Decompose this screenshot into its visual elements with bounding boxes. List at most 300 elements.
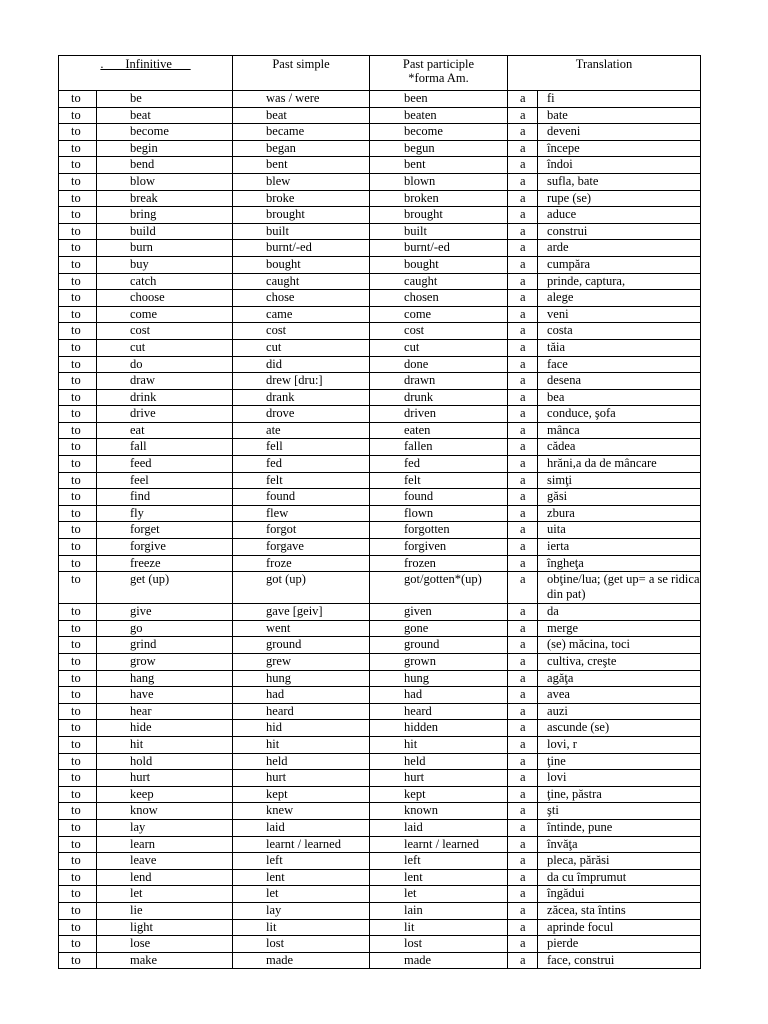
past-simple-header: Past simple <box>233 56 370 91</box>
a-cell: a <box>508 786 538 803</box>
translation-cell: cultiva, creşte <box>538 654 701 671</box>
a-cell: a <box>508 936 538 953</box>
translation-cell: costa <box>538 323 701 340</box>
table-row <box>59 439 701 456</box>
to-cell: to <box>59 339 97 356</box>
infinitive-cell: cut <box>97 339 233 356</box>
infinitive-cell: choose <box>97 290 233 307</box>
past-participle-header <box>370 56 508 91</box>
past-participle-cell: built <box>370 223 508 240</box>
table-row <box>59 422 701 439</box>
past-participle-cell: blown <box>370 173 508 190</box>
table-row <box>59 604 701 621</box>
infinitive-cell: forget <box>97 522 233 539</box>
table-row <box>59 555 701 572</box>
infinitive-cell: fall <box>97 439 233 456</box>
past-simple-cell: cost <box>233 323 370 340</box>
a-cell: a <box>508 356 538 373</box>
infinitive-cell: forgive <box>97 539 233 556</box>
past-participle-cell: lost <box>370 936 508 953</box>
infinitive-cell: drink <box>97 389 233 406</box>
infinitive-cell: begin <box>97 140 233 157</box>
past-participle-cell: beaten <box>370 107 508 124</box>
translation-cell: face, construi <box>538 952 701 969</box>
translation-cell: agăţa <box>538 670 701 687</box>
past-simple-cell: fell <box>233 439 370 456</box>
infinitive-cell: get (up) <box>97 572 233 604</box>
past-participle-cell: let <box>370 886 508 903</box>
infinitive-cell: find <box>97 489 233 506</box>
infinitive-cell: bring <box>97 207 233 224</box>
to-cell: to <box>59 720 97 737</box>
past-participle-cell: known <box>370 803 508 820</box>
a-cell: a <box>508 620 538 637</box>
a-cell: a <box>508 836 538 853</box>
table-row <box>59 869 701 886</box>
translation-cell: deveni <box>538 124 701 141</box>
past-participle-cell: hurt <box>370 770 508 787</box>
a-cell: a <box>508 223 538 240</box>
past-participle-cell: held <box>370 753 508 770</box>
past-simple-cell: cut <box>233 339 370 356</box>
table-row <box>59 637 701 654</box>
to-cell: to <box>59 190 97 207</box>
a-cell: a <box>508 952 538 969</box>
infinitive-cell: lend <box>97 869 233 886</box>
translation-cell: zbura <box>538 505 701 522</box>
to-cell: to <box>59 902 97 919</box>
past-simple-cell: hung <box>233 670 370 687</box>
infinitive-cell: eat <box>97 422 233 439</box>
past-participle-cell: drawn <box>370 373 508 390</box>
translation-cell: ţine, păstra <box>538 786 701 803</box>
past-simple-cell: began <box>233 140 370 157</box>
past-simple-cell: blew <box>233 173 370 190</box>
table-row <box>59 190 701 207</box>
a-cell: a <box>508 555 538 572</box>
table-row <box>59 936 701 953</box>
past-participle-cell: given <box>370 604 508 621</box>
to-cell: to <box>59 173 97 190</box>
table-row <box>59 306 701 323</box>
irregular-verbs-table <box>58 55 701 969</box>
translation-cell: aduce <box>538 207 701 224</box>
a-cell: a <box>508 869 538 886</box>
table-row <box>59 703 701 720</box>
translation-cell: găsi <box>538 489 701 506</box>
past-simple-cell: heard <box>233 703 370 720</box>
a-cell: a <box>508 522 538 539</box>
to-cell: to <box>59 472 97 489</box>
a-cell: a <box>508 803 538 820</box>
to-cell: to <box>59 919 97 936</box>
to-cell: to <box>59 140 97 157</box>
past-participle-cell: forgotten <box>370 522 508 539</box>
a-cell: a <box>508 107 538 124</box>
to-cell: to <box>59 373 97 390</box>
to-cell: to <box>59 853 97 870</box>
translation-cell: obţine/lua; (get up= a se ridica din pat) <box>538 572 701 604</box>
to-cell: to <box>59 439 97 456</box>
a-cell: a <box>508 539 538 556</box>
translation-cell: lovi <box>538 770 701 787</box>
past-participle-cell: left <box>370 853 508 870</box>
to-cell: to <box>59 306 97 323</box>
a-cell: a <box>508 273 538 290</box>
infinitive-cell: come <box>97 306 233 323</box>
table-row <box>59 472 701 489</box>
translation-cell: pleca, părăsi <box>538 853 701 870</box>
translation-cell: desena <box>538 373 701 390</box>
translation-cell: tăia <box>538 339 701 356</box>
to-cell: to <box>59 539 97 556</box>
to-cell: to <box>59 207 97 224</box>
translation-cell: sufla, bate <box>538 173 701 190</box>
past-simple-cell: held <box>233 753 370 770</box>
past-simple-cell: grew <box>233 654 370 671</box>
table-row <box>59 489 701 506</box>
infinitive-cell: light <box>97 919 233 936</box>
infinitive-cell: hit <box>97 736 233 753</box>
to-cell: to <box>59 406 97 423</box>
a-cell: a <box>508 720 538 737</box>
translation-cell: mânca <box>538 422 701 439</box>
past-simple-cell: had <box>233 687 370 704</box>
table-row <box>59 240 701 257</box>
a-cell: a <box>508 306 538 323</box>
a-cell: a <box>508 157 538 174</box>
past-participle-cell: gone <box>370 620 508 637</box>
to-cell: to <box>59 687 97 704</box>
to-cell: to <box>59 107 97 124</box>
a-cell: a <box>508 439 538 456</box>
to-cell: to <box>59 670 97 687</box>
to-cell: to <box>59 770 97 787</box>
infinitive-cell: lay <box>97 819 233 836</box>
to-cell: to <box>59 522 97 539</box>
past-participle-cell: made <box>370 952 508 969</box>
to-cell: to <box>59 290 97 307</box>
infinitive-cell: be <box>97 91 233 108</box>
table-row <box>59 819 701 836</box>
table-row <box>59 140 701 157</box>
to-cell: to <box>59 703 97 720</box>
infinitive-cell: go <box>97 620 233 637</box>
past-participle-cell: been <box>370 91 508 108</box>
infinitive-cell: grow <box>97 654 233 671</box>
table-row <box>59 273 701 290</box>
past-simple-cell: broke <box>233 190 370 207</box>
a-cell: a <box>508 736 538 753</box>
table-row <box>59 853 701 870</box>
table-row <box>59 323 701 340</box>
past-simple-cell: ate <box>233 422 370 439</box>
past-simple-cell: hit <box>233 736 370 753</box>
to-cell: to <box>59 91 97 108</box>
past-participle-cell: drunk <box>370 389 508 406</box>
past-simple-cell: fed <box>233 456 370 473</box>
table-row <box>59 753 701 770</box>
infinitive-cell: leave <box>97 853 233 870</box>
translation-cell: (se) măcina, toci <box>538 637 701 654</box>
table-row <box>59 389 701 406</box>
a-cell: a <box>508 919 538 936</box>
to-cell: to <box>59 620 97 637</box>
a-cell: a <box>508 902 538 919</box>
past-simple-cell: beat <box>233 107 370 124</box>
infinitive-cell: lose <box>97 936 233 953</box>
translation-cell: aprinde focul <box>538 919 701 936</box>
past-participle-cell: had <box>370 687 508 704</box>
past-simple-cell: ground <box>233 637 370 654</box>
table-row <box>59 173 701 190</box>
past-simple-cell: brought <box>233 207 370 224</box>
infinitive-cell: burn <box>97 240 233 257</box>
infinitive-cell: bend <box>97 157 233 174</box>
to-cell: to <box>59 936 97 953</box>
past-simple-cell: caught <box>233 273 370 290</box>
translation-header: Translation <box>508 56 701 91</box>
past-participle-cell: done <box>370 356 508 373</box>
past-participle-cell: lit <box>370 919 508 936</box>
infinitive-cell: hang <box>97 670 233 687</box>
table-row <box>59 620 701 637</box>
infinitive-cell: lie <box>97 902 233 919</box>
past-participle-cell: heard <box>370 703 508 720</box>
translation-cell: face <box>538 356 701 373</box>
table-row <box>59 223 701 240</box>
to-cell: to <box>59 654 97 671</box>
past-simple-cell: forgot <box>233 522 370 539</box>
translation-cell: fi <box>538 91 701 108</box>
table-row <box>59 736 701 753</box>
table-row <box>59 406 701 423</box>
to-cell: to <box>59 886 97 903</box>
to-cell: to <box>59 555 97 572</box>
a-cell: a <box>508 489 538 506</box>
a-cell: a <box>508 256 538 273</box>
infinitive-cell: make <box>97 952 233 969</box>
table-row <box>59 539 701 556</box>
translation-cell: cumpăra <box>538 256 701 273</box>
a-cell: a <box>508 373 538 390</box>
to-cell: to <box>59 389 97 406</box>
a-cell: a <box>508 91 538 108</box>
a-cell: a <box>508 770 538 787</box>
to-cell: to <box>59 736 97 753</box>
a-cell: a <box>508 173 538 190</box>
past-participle-cell: hung <box>370 670 508 687</box>
past-participle-note: *forma Am. <box>408 71 469 85</box>
past-simple-cell: came <box>233 306 370 323</box>
verb-rows <box>59 91 701 969</box>
infinitive-cell: cost <box>97 323 233 340</box>
table-row <box>59 654 701 671</box>
infinitive-cell: hold <box>97 753 233 770</box>
a-cell: a <box>508 472 538 489</box>
past-simple-cell: forgave <box>233 539 370 556</box>
to-cell: to <box>59 223 97 240</box>
past-simple-cell: let <box>233 886 370 903</box>
to-cell: to <box>59 256 97 273</box>
a-cell: a <box>508 240 538 257</box>
translation-cell: bate <box>538 107 701 124</box>
table-row <box>59 720 701 737</box>
past-participle-cell: found <box>370 489 508 506</box>
to-cell: to <box>59 803 97 820</box>
past-simple-cell: bought <box>233 256 370 273</box>
past-simple-cell: made <box>233 952 370 969</box>
a-cell: a <box>508 207 538 224</box>
to-cell: to <box>59 157 97 174</box>
translation-cell: uita <box>538 522 701 539</box>
past-participle-cell: caught <box>370 273 508 290</box>
table-row <box>59 886 701 903</box>
past-simple-cell: went <box>233 620 370 637</box>
infinitive-cell: grind <box>97 637 233 654</box>
infinitive-cell: buy <box>97 256 233 273</box>
infinitive-cell: blow <box>97 173 233 190</box>
a-cell: a <box>508 654 538 671</box>
table-row <box>59 803 701 820</box>
infinitive-cell: break <box>97 190 233 207</box>
table-row <box>59 107 701 124</box>
past-simple-cell: did <box>233 356 370 373</box>
translation-cell: şti <box>538 803 701 820</box>
past-participle-cell: become <box>370 124 508 141</box>
table-row <box>59 687 701 704</box>
to-cell: to <box>59 124 97 141</box>
translation-cell: bea <box>538 389 701 406</box>
to-cell: to <box>59 356 97 373</box>
past-simple-cell: drank <box>233 389 370 406</box>
translation-cell: ţine <box>538 753 701 770</box>
past-participle-cell: learnt / learned <box>370 836 508 853</box>
a-cell: a <box>508 853 538 870</box>
infinitive-cell: freeze <box>97 555 233 572</box>
past-participle-cell: lent <box>370 869 508 886</box>
past-simple-cell: lost <box>233 936 370 953</box>
header-row <box>59 56 701 91</box>
infinitive-cell: build <box>97 223 233 240</box>
infinitive-header: . Infinitive <box>59 56 233 91</box>
a-cell: a <box>508 323 538 340</box>
past-simple-cell: lent <box>233 869 370 886</box>
translation-cell: zăcea, sta întins <box>538 902 701 919</box>
past-participle-cell: laid <box>370 819 508 836</box>
past-participle-cell: flown <box>370 505 508 522</box>
to-cell: to <box>59 786 97 803</box>
translation-cell: construi <box>538 223 701 240</box>
to-cell: to <box>59 753 97 770</box>
past-simple-cell: drove <box>233 406 370 423</box>
past-participle-cell: fallen <box>370 439 508 456</box>
infinitive-cell: know <box>97 803 233 820</box>
translation-cell: îndoi <box>538 157 701 174</box>
to-cell: to <box>59 604 97 621</box>
translation-cell: învăţa <box>538 836 701 853</box>
past-participle-cell: lain <box>370 902 508 919</box>
table-row <box>59 290 701 307</box>
past-simple-cell: felt <box>233 472 370 489</box>
a-cell: a <box>508 572 538 604</box>
past-simple-cell: hurt <box>233 770 370 787</box>
past-participle-cell: burnt/-ed <box>370 240 508 257</box>
table-row <box>59 952 701 969</box>
to-cell: to <box>59 456 97 473</box>
translation-cell: da <box>538 604 701 621</box>
table-row <box>59 157 701 174</box>
a-cell: a <box>508 819 538 836</box>
past-simple-cell: gave [geiv] <box>233 604 370 621</box>
table-row <box>59 770 701 787</box>
past-participle-cell: fed <box>370 456 508 473</box>
to-cell: to <box>59 637 97 654</box>
a-cell: a <box>508 406 538 423</box>
past-participle-cell: cost <box>370 323 508 340</box>
a-cell: a <box>508 505 538 522</box>
past-participle-cell: frozen <box>370 555 508 572</box>
past-participle-cell: cut <box>370 339 508 356</box>
infinitive-cell: let <box>97 886 233 903</box>
translation-cell: ierta <box>538 539 701 556</box>
to-cell: to <box>59 505 97 522</box>
a-cell: a <box>508 604 538 621</box>
translation-cell: pierde <box>538 936 701 953</box>
to-cell: to <box>59 489 97 506</box>
a-cell: a <box>508 687 538 704</box>
to-cell: to <box>59 572 97 604</box>
past-simple-cell: built <box>233 223 370 240</box>
past-participle-cell: kept <box>370 786 508 803</box>
past-simple-cell: became <box>233 124 370 141</box>
past-simple-cell: froze <box>233 555 370 572</box>
to-cell: to <box>59 869 97 886</box>
infinitive-cell: become <box>97 124 233 141</box>
translation-cell: hrăni,a da de mâncare <box>538 456 701 473</box>
a-cell: a <box>508 886 538 903</box>
table-row <box>59 522 701 539</box>
table-row <box>59 902 701 919</box>
infinitive-cell: hurt <box>97 770 233 787</box>
a-cell: a <box>508 637 538 654</box>
translation-cell: simţi <box>538 472 701 489</box>
past-simple-cell: kept <box>233 786 370 803</box>
to-cell: to <box>59 240 97 257</box>
past-simple-cell: found <box>233 489 370 506</box>
past-participle-cell: eaten <box>370 422 508 439</box>
infinitive-cell: feed <box>97 456 233 473</box>
table-row <box>59 373 701 390</box>
infinitive-cell: draw <box>97 373 233 390</box>
past-simple-cell: left <box>233 853 370 870</box>
translation-cell: ascunde (se) <box>538 720 701 737</box>
table-row <box>59 91 701 108</box>
past-simple-cell: lit <box>233 919 370 936</box>
table-row <box>59 670 701 687</box>
a-cell: a <box>508 190 538 207</box>
translation-cell: auzi <box>538 703 701 720</box>
to-cell: to <box>59 836 97 853</box>
translation-cell: îngădui <box>538 886 701 903</box>
past-participle-cell: felt <box>370 472 508 489</box>
past-participle-cell: forgiven <box>370 539 508 556</box>
to-cell: to <box>59 422 97 439</box>
infinitive-cell: hear <box>97 703 233 720</box>
a-cell: a <box>508 140 538 157</box>
translation-cell: cădea <box>538 439 701 456</box>
infinitive-cell: hide <box>97 720 233 737</box>
